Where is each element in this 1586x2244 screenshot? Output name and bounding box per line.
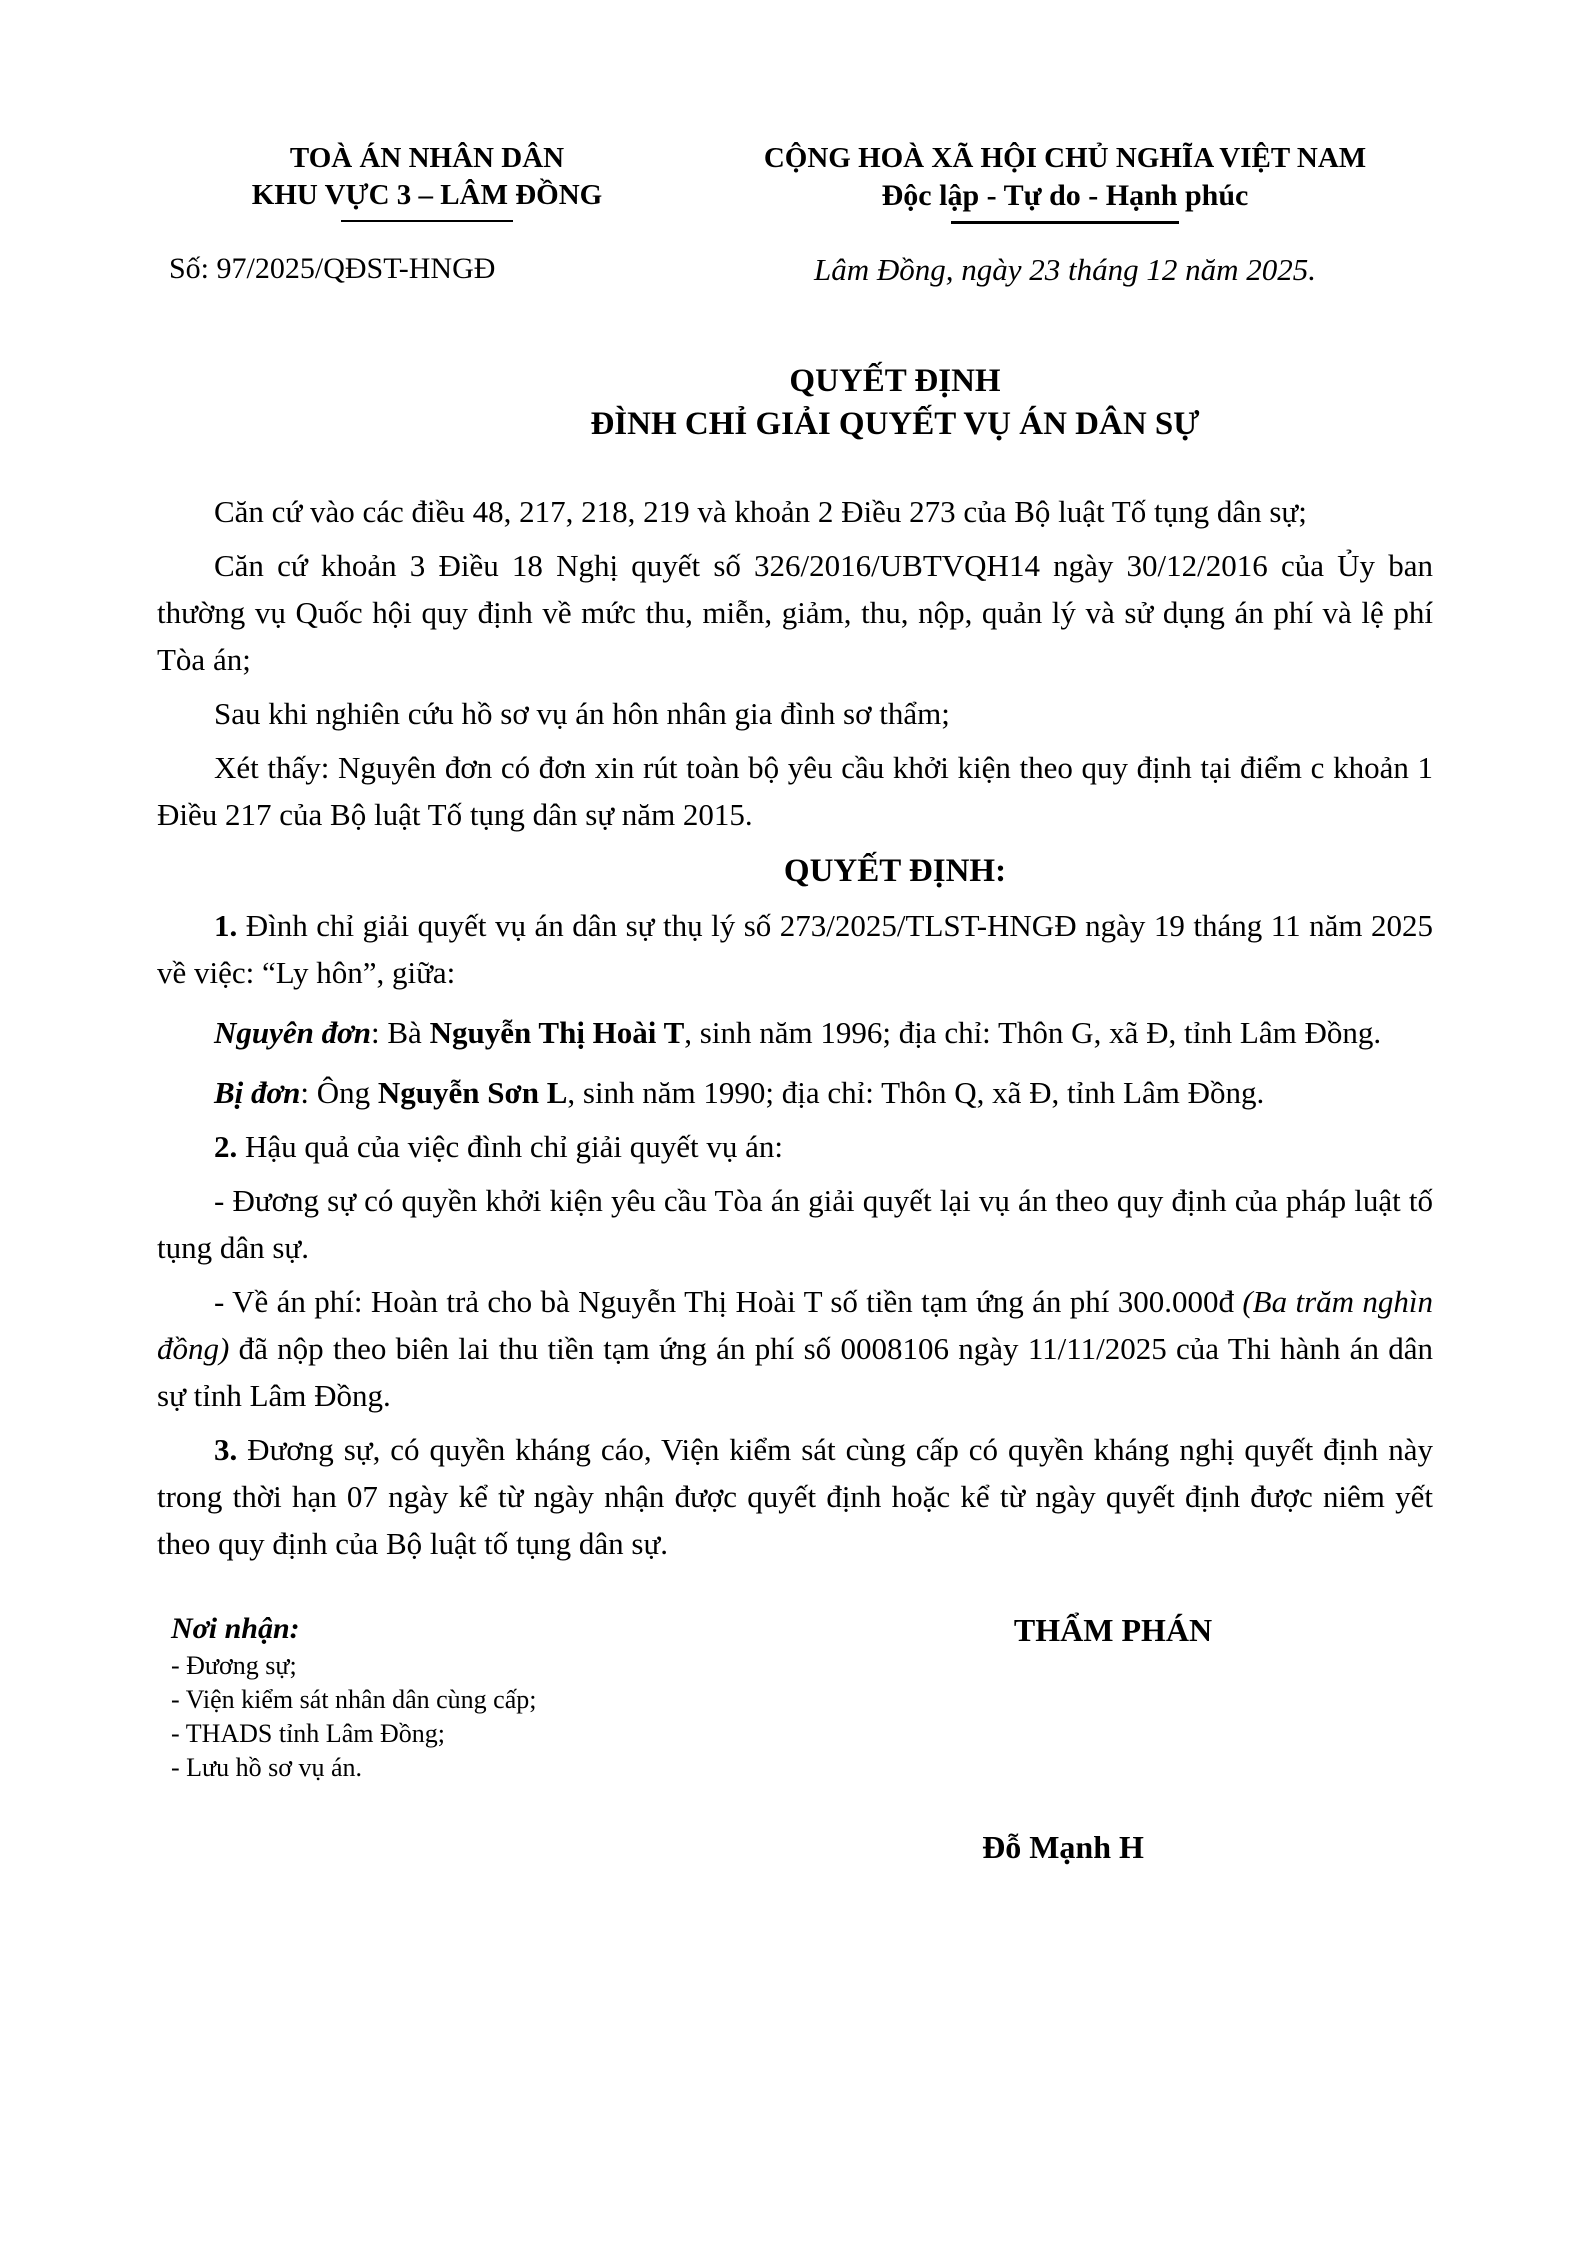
- preamble-paragraph-4: Xét thấy: Nguyên đơn có đơn xin rút toàn bộ yêu cầu khởi kiện theo quy định tại điểm c khoản 1 Điều 217 của Bộ luật Tố tụng dân sự năm 2015.: [157, 750, 1433, 832]
- plaintiff-name: Nguyễn Thị Hoài T: [429, 1015, 685, 1050]
- signature-block: [793, 1609, 1433, 1866]
- issuing-court-block: [157, 140, 697, 286]
- recipients-block: [157, 1609, 793, 1866]
- document-header: [157, 140, 1433, 288]
- defendant-label: Bị đơn: [214, 1075, 301, 1110]
- recipient-item-1: - Đương sự;: [171, 1651, 297, 1680]
- place-and-date: Lâm Đồng, ngày 23 tháng 12 năm 2025.: [813, 252, 1317, 287]
- decision-item-1: [157, 902, 1433, 996]
- defendant-paragraph: [157, 1069, 1433, 1116]
- preamble-paragraph-3: Sau khi nghiên cứu hồ sơ vụ án hôn nhân gia đình sơ thẩm;: [214, 696, 950, 731]
- document-title-line2: ĐÌNH CHỈ GIẢI QUYẾT VỤ ÁN DÂN SỰ: [590, 406, 1200, 442]
- court-name-line2: KHU VỰC 3 – LÂM ĐỒNG: [251, 179, 603, 211]
- court-name-line1: TOÀ ÁN NHÂN DÂN: [289, 142, 565, 174]
- recipients-label: Nơi nhận:: [171, 1612, 300, 1645]
- decision-heading: QUYẾT ĐỊNH:: [783, 853, 1007, 889]
- decision-item-2: [157, 1123, 1433, 1170]
- defendant-details: , sinh năm 1990; địa chỉ: Thôn Q, xã Đ, tỉnh Lâm Đồng.: [567, 1075, 1265, 1110]
- document-footer: [157, 1609, 1433, 1866]
- consequence-paragraph: - Đương sự có quyền khởi kiện yêu cầu Tòa án giải quyết lại vụ án theo quy định của pháp luật tố tụng dân sự.: [157, 1183, 1433, 1265]
- fee-amount-in-words: (Ba trăm nghìn đồng): [157, 1284, 1433, 1366]
- decision-item-3: [157, 1426, 1433, 1567]
- document-number: Số: 97/2025/QĐST-HNGĐ: [169, 252, 496, 285]
- defendant-pre-text: : Ông: [300, 1075, 378, 1110]
- motto-underline-rule: [951, 221, 1179, 224]
- recipient-item-2: - Viện kiểm sát nhân dân cùng cấp;: [171, 1685, 537, 1714]
- preamble-paragraph-1: Căn cứ vào các điều 48, 217, 218, 219 và khoản 2 Điều 273 của Bộ luật Tố tụng dân sự;: [214, 494, 1307, 529]
- item-2-number: 2.: [214, 1129, 238, 1164]
- item-3-text: Đương sự, có quyền kháng cáo, Viện kiểm sát cùng cấp có quyền kháng nghị quyết định này trong thời hạn 07 ngày kể từ ngày nhận được quyết định hoặc kể từ ngày quyết định được niêm yết theo quy định của Bộ luật tố tụng dân sự.: [157, 1432, 1433, 1561]
- preamble-paragraph-2: Căn cứ khoản 3 Điều 18 Nghị quyết số 326/2016/UBTVQH14 ngày 30/12/2016 của Ủy ban thường vụ Quốc hội quy định về mức thu, miễn, giảm, thu, nộp, quản lý và sử dụng án phí và lệ phí Tòa án;: [157, 548, 1433, 677]
- fee-pre-text: - Về án phí: Hoàn trả cho bà Nguyễn Thị Hoài T số tiền tạm ứng án phí 300.000đ: [214, 1284, 1243, 1319]
- defendant-name: Nguyễn Sơn L: [377, 1075, 568, 1110]
- judge-title: THẨM PHÁN: [1013, 1612, 1213, 1648]
- national-motto: Độc lập - Tự do - Hạnh phúc: [881, 179, 1249, 212]
- plaintiff-paragraph: [157, 1009, 1433, 1056]
- recipient-item-3: - THADS tỉnh Lâm Đồng;: [171, 1719, 445, 1748]
- plaintiff-label: Nguyên đơn: [214, 1015, 372, 1050]
- recipient-item-4: - Lưu hồ sơ vụ án.: [171, 1753, 363, 1782]
- fee-refund-paragraph: [157, 1278, 1433, 1419]
- national-motto-block: [697, 140, 1433, 288]
- item-1-number: 1.: [214, 908, 238, 943]
- plaintiff-details: , sinh năm 1996; địa chỉ: Thôn G, xã Đ, tỉnh Lâm Đồng.: [684, 1015, 1382, 1050]
- fee-post-text: đã nộp theo biên lai thu tiền tạm ứng án phí số 0008106 ngày 11/11/2025 của Thi hành án dân sự tỉnh Lâm Đồng.: [157, 1331, 1433, 1413]
- court-underline-rule: [341, 220, 513, 222]
- national-title: CỘNG HOÀ XÃ HỘI CHỦ NGHĨA VIỆT NAM: [763, 142, 1367, 174]
- document-title: [357, 360, 1433, 446]
- judge-name: Đỗ Mạnh H: [982, 1829, 1144, 1865]
- item-3-number: 3.: [214, 1432, 238, 1467]
- document-title-line1: QUYẾT ĐỊNH: [789, 363, 1001, 399]
- item-2-text: Hậu quả của việc đình chỉ giải quyết vụ án:: [237, 1129, 784, 1164]
- plaintiff-pre-text: : Bà: [371, 1015, 430, 1050]
- item-1-text: Đình chỉ giải quyết vụ án dân sự thụ lý số 273/2025/TLST-HNGĐ ngày 19 tháng 11 năm 2025 về việc: “Ly hôn”, giữa:: [157, 908, 1433, 990]
